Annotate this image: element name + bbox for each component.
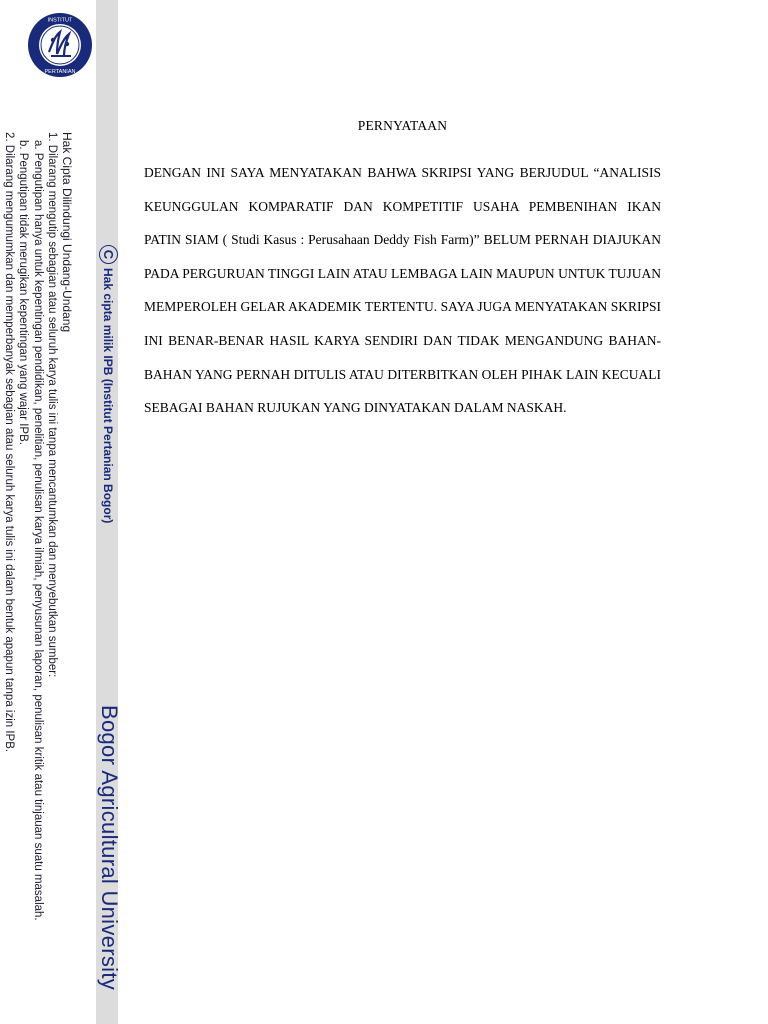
notice-heading: Hak Cipta Dilindungi Undang-Undang: [60, 132, 74, 333]
copyright-notice: [2, 132, 75, 921]
ipb-seal-logo: [27, 12, 93, 78]
copyright-icon: C: [99, 245, 118, 264]
document-content: [144, 118, 661, 425]
svg-text:PERTANIAN: PERTANIAN: [44, 69, 76, 75]
notice-rule-1b: b. Pengutipan tidak merugikan kepentingan yang wajar IPB.: [17, 140, 30, 445]
copyright-brand-line: [99, 245, 118, 523]
notice-rule-1: 1. Dilarang mengutip sebagian atau seluruh karya tulis ini tanpa mencantumkan dan menyebutkan sumber:: [46, 132, 59, 678]
university-name: Bogor Agricultural University: [97, 705, 122, 991]
svg-text:INSTITUT: INSTITUT: [47, 17, 73, 24]
brand-text: Hak cipta milik IPB (Institut Pertanian Bogor): [101, 268, 116, 524]
notice-rule-2: 2. Dilarang mengumumkan dan memperbanyak sebagian atau seluruh karya tulis ini dalam bentuk apapun tanpa izin IPB.: [3, 132, 15, 753]
page-title: PERNYATAAN: [357, 118, 448, 133]
notice-rule-1a: a. Pengutipan hanya untuk kepentingan pendidikan, penelitian, penulisan karya ilmiah, penyusunan laporan, penulisan kritik atau tinjauan suatu masalah.: [32, 140, 44, 921]
statement-body: DENGAN INI SAYA MENYATAKAN BAHWA SKRIPSI YANG BERJUDUL “ANALISIS KEUNGGULAN KOMPARATIF DAN KOMPETITIF USAHA PEMBENIHAN IKAN PATIN SIAM ( Studi Kasus : Perusahaan Deddy Fish Farm)” BELUM PERNAH DIAJUKAN PADA PERGURUAN TINGGI LAIN ATAU LEMBAGA LAIN MAUPUN UNTUK TUJUAN MEMPEROLEH GELAR AKADEMIK TERTENTU. SAYA JUGA MENYATAKAN SKRIPSI INI BENAR-BENAR HASIL KARYA SENDIRI DAN TIDAK MENGANDUNG BAHAN-BAHAN YANG PERNAH DITULIS ATAU DITERBITKAN OLEH PIHAK LAIN KECUALI SEBAGAI BAHAN RUJUKAN YANG DINYATAKAN DALAM NASKAH.: [144, 165, 661, 416]
